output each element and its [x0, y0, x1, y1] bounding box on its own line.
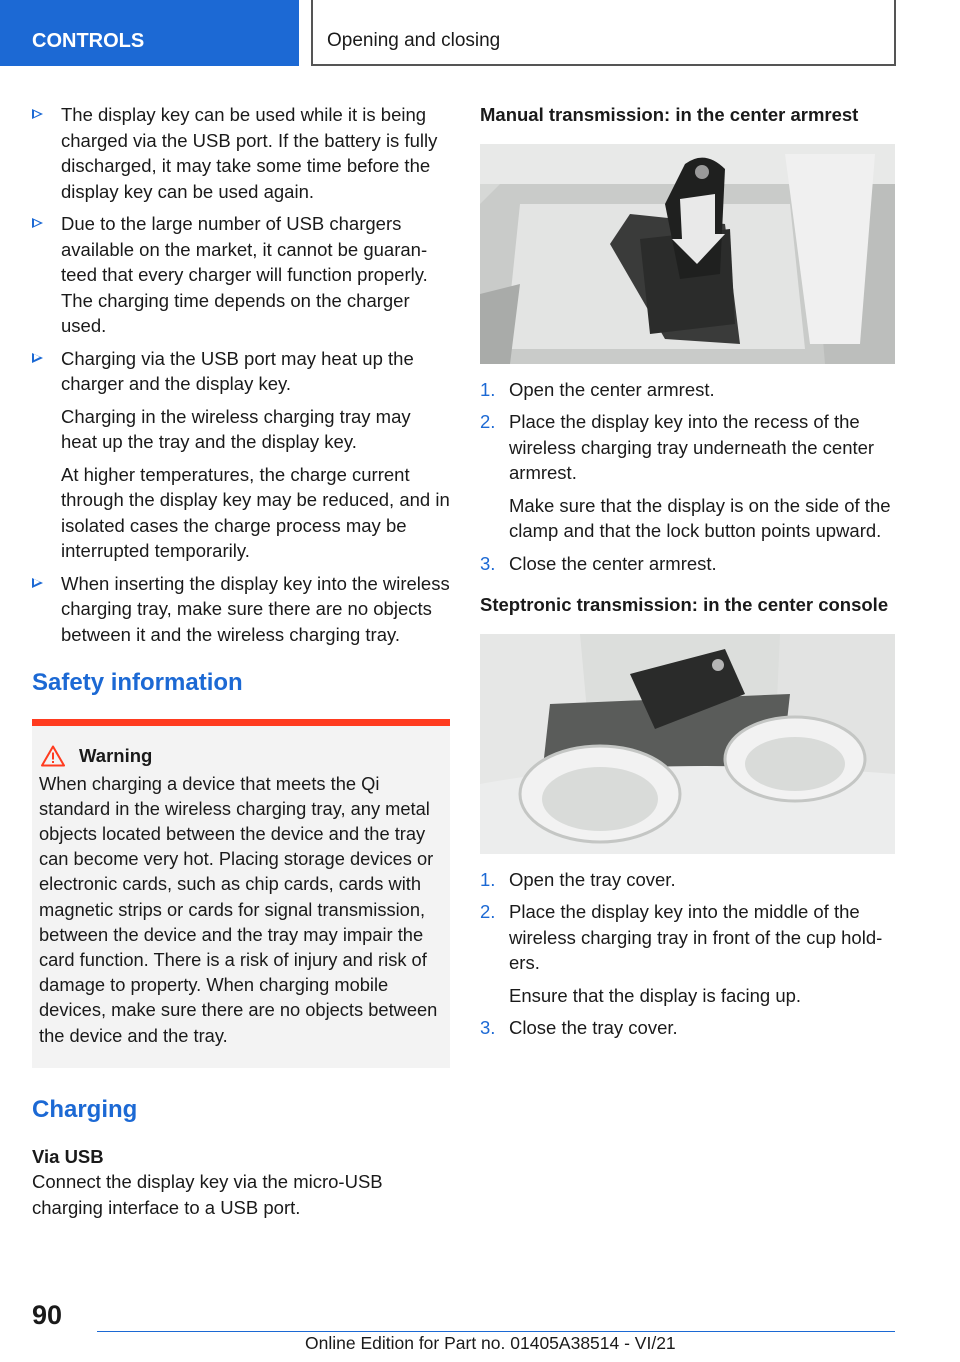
step-number: 1.	[480, 868, 496, 890]
list-item	[480, 867, 900, 893]
list-item-text: Charging via the USB port may heat up the charger and the display key.	[61, 347, 414, 394]
step-number: 1.	[480, 378, 496, 400]
page-header-title	[311, 0, 896, 66]
section-title: Opening and closing	[327, 30, 501, 51]
manual-transmission-heading: Manual transmission: in the center armrest	[480, 104, 859, 125]
warning-title: Warning	[79, 745, 153, 766]
step-text: Place the display key into the middle of the wireless charging tray in front of the cup holders.	[509, 901, 883, 973]
armrest-illustration-graphic	[480, 144, 895, 364]
triangle-bullet-icon	[32, 109, 43, 119]
list-item	[480, 551, 900, 577]
chapter-label: CONTROLS	[32, 30, 145, 52]
step-text: Make sure that the display is on the side of the clamp and that the lock button points upward.	[509, 494, 891, 541]
list-item	[32, 346, 450, 564]
page-number: 90	[32, 1300, 63, 1330]
list-item	[480, 1015, 900, 1041]
warning-triangle-icon	[41, 745, 65, 767]
via-usb-heading: Via USB	[32, 1145, 104, 1167]
list-item-text: Charging in the wireless charging tray may heat up the tray and the display key.	[61, 405, 411, 452]
list-item	[480, 377, 900, 403]
list-item	[32, 571, 450, 648]
warning-box	[32, 719, 450, 1068]
step-text: Open the tray cover.	[509, 868, 676, 890]
via-usb-text: Connect the display key via the micro-USB charging interface to a USB port.	[32, 1171, 383, 1218]
step-text: Ensure that the display is facing up.	[509, 984, 802, 1006]
charging-notes-list	[32, 102, 450, 647]
footer-divider	[97, 1331, 895, 1332]
step-text: Place the display key into the recess of the wireless charging tray underneath the center armrest.	[509, 411, 875, 483]
center-console-tray-illustration	[480, 634, 895, 854]
edition-footer: Online Edition for Part no. 01405A38514 - VI/21	[305, 1333, 676, 1353]
step-number: 2.	[480, 901, 496, 922]
step-number: 3.	[480, 552, 496, 574]
warning-header	[39, 743, 443, 769]
center-armrest-tray-illustration	[480, 144, 895, 364]
list-item	[32, 102, 450, 204]
list-item-text: The display key can be used while it is being charged via the USB port. If the battery is fully discharged, it may take some time before the display key can be used again.	[61, 104, 438, 202]
steptronic-steps-list	[480, 867, 900, 1041]
list-item	[480, 409, 900, 544]
console-illustration-graphic	[480, 634, 895, 854]
charging-heading: Charging	[32, 1095, 138, 1123]
step-number: 2.	[480, 411, 496, 432]
step-text: Close the tray cover.	[509, 1017, 678, 1038]
triangle-bullet-icon	[32, 218, 43, 228]
safety-information-heading: Safety information	[32, 669, 243, 696]
step-number: 3.	[480, 1017, 496, 1038]
triangle-bullet-icon	[32, 353, 43, 363]
steptronic-transmission-heading: Steptronic transmission: in the center console	[480, 594, 889, 615]
right-column	[480, 102, 900, 1048]
list-item	[32, 211, 450, 339]
list-item-text: When inserting the display key into the wireless charging tray, make sure there are no objects between it and the wireless charging tray.	[61, 572, 450, 645]
triangle-bullet-icon	[32, 578, 43, 588]
list-item-text: Due to the large number of USB chargers available on the market, it cannot be guaranteed that every charger will function properly. The charging time depends on the charger used.	[61, 213, 428, 336]
chapter-tab	[0, 0, 299, 66]
step-text: Open the center armrest.	[509, 378, 715, 400]
left-column	[32, 102, 450, 1220]
list-item	[480, 899, 900, 1008]
manual-steps-list	[480, 377, 900, 577]
list-item-text: At higher temperatures, the charge current through the display key may be reduced, and in isolated cases the charge process may be interrupted temporarily.	[61, 463, 450, 561]
warning-text: When charging a device that meets the Qi standard in the wireless charging tray, any metal objects located between the device and the tray can become very hot. Placing storage devices or electronic cards, such as chip cards, cards with magnetic strips or cards for signal transmission, between the device and the tray may impair the card function. There is a risk of injury and risk of damage to property. When charging mobile devices, make sure there are no objects between the device and the tray.	[39, 772, 438, 1046]
step-text: Close the center armrest.	[509, 552, 717, 574]
